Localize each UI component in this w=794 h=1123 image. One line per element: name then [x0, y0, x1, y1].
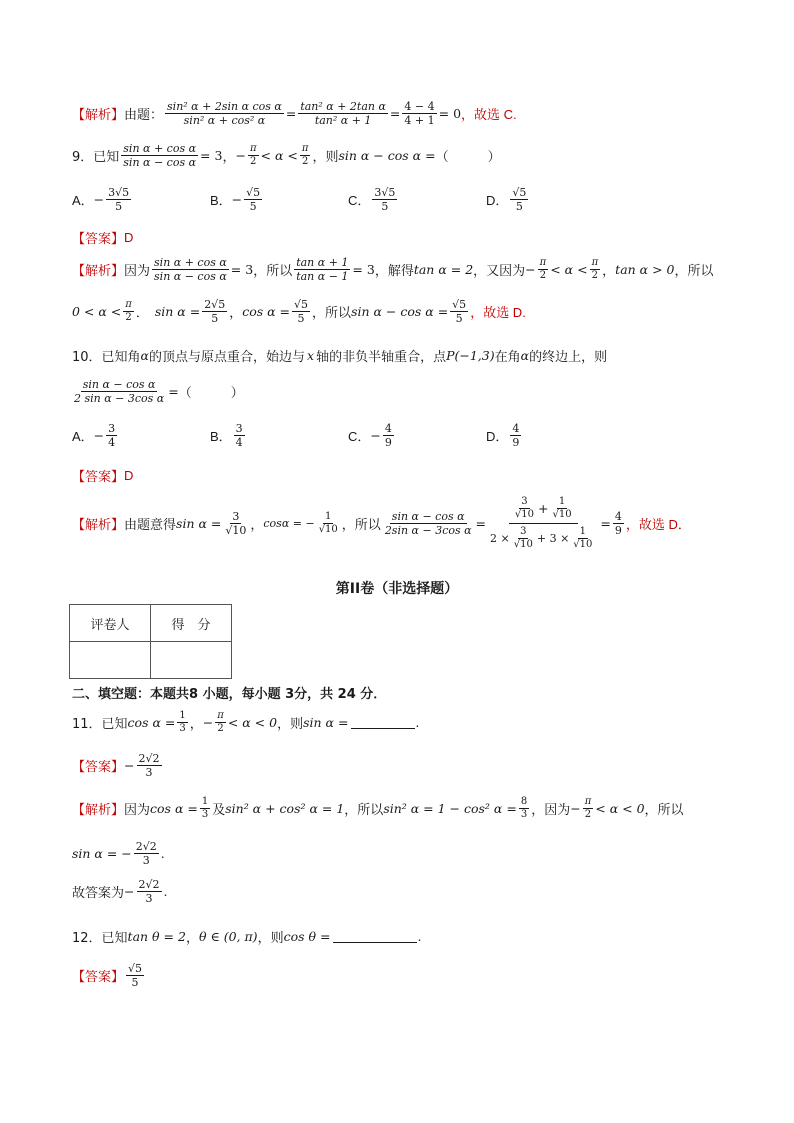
q9-sol2-cos: cos α = [242, 304, 291, 319]
q9-neg: − [235, 148, 246, 163]
q11-sol-sin2-value: $\frac{8}{3}$ [520, 796, 528, 820]
q10-answer [72, 466, 133, 485]
q10-point: P(−1,3) [446, 348, 495, 363]
q9-sol-neg-pi-half: $\frac{\pi}{2}$ [539, 257, 547, 281]
grade-cell-grader[interactable] [70, 642, 151, 679]
q10-text-b: 的顶点与原点重合，始边与 [149, 350, 306, 365]
q10-text-c: 轴的非负半轴重合，点 [316, 350, 447, 365]
q9-sol-so: ，所以 [253, 264, 293, 279]
q9-solution-2 [72, 298, 526, 325]
q10-solution [72, 496, 691, 551]
q10-sol-tail: ，故选 D． [625, 517, 691, 532]
q9-sol-pi-half: $\frac{\pi}{2}$ [591, 257, 599, 281]
daan-tag: 【答案】 [72, 470, 125, 485]
q12-blank[interactable] [333, 930, 417, 943]
q11-cos: cos α = [127, 715, 176, 730]
q11-sol2-value: $\frac{2√2}{3}$ [135, 840, 157, 867]
q9-sol2-comma: ， [229, 306, 243, 321]
q11-sol-cos: cos α = [150, 801, 198, 816]
q12-comma: ， [185, 931, 199, 946]
q10-sol-big-fraction: $\frac{3}{√10}$ + $\frac{1}{√10}$ 2 × $\frac{3}{√10}$ + 3 × $\frac{1}{√10}$ [490, 496, 593, 550]
q11-sol2-sin: sin α = − [72, 846, 132, 861]
q9-then: ，则 [312, 150, 339, 165]
q11-comma: ， [189, 717, 203, 732]
q11-sol-identity: sin² α + cos² α = 1 [225, 801, 345, 816]
q10-sol-cos: cosα = − [263, 517, 315, 530]
grade-cell-score[interactable] [151, 642, 232, 679]
q9-sol2-sin-value: $\frac{2√5}{5}$ [204, 298, 226, 325]
q11-answer-sign: − [124, 758, 135, 773]
q10-sol-comma: ， [250, 518, 264, 533]
q11-sol-pi-half: $\frac{\pi}{2}$ [584, 796, 592, 820]
q12-tan: tan θ = 2 [127, 929, 186, 944]
q11-cos-value: $\frac{1}{3}$ [179, 710, 186, 734]
grade-table [69, 604, 232, 679]
q11-stem [72, 710, 419, 735]
q11-then: ，则 [277, 717, 304, 732]
q11-sol-so: ，所以 [344, 803, 384, 818]
q12-number: 12．已知 [72, 931, 128, 946]
q10-sol-eq2: = [600, 516, 611, 531]
q9-answer [72, 228, 133, 247]
q10-sol-intro: 由题意得 [124, 518, 177, 533]
q10-text-e: 的终边上，则 [529, 350, 608, 365]
q11-sol3-value: $\frac{2√2}{3}$ [138, 878, 160, 905]
q12-end: . [417, 929, 422, 944]
q9-comma: ， [222, 150, 236, 165]
q9-sol-so2: ，所以 [674, 264, 714, 279]
daan-tag: 【答案】 [72, 760, 125, 775]
q9-neg-pi-half: $\frac{\pi}{2}$ [249, 143, 257, 167]
q9-sol-solve: ，解得 [374, 264, 414, 279]
q12-answer [72, 962, 146, 989]
q9-sol-range: < α < [550, 262, 588, 277]
q8-tail: ，故选 C. [461, 107, 517, 122]
q10-number: 10．已知角 [72, 350, 141, 365]
q9-sol-because: 因为 [124, 264, 151, 279]
q11-sol-and: 及 [212, 803, 226, 818]
q9-solution-1 [72, 256, 714, 283]
q9-sol2-cos-value: $\frac{√5}{5}$ [294, 298, 309, 325]
q11-sol2-dot: . [160, 846, 165, 861]
daan-tag: 【答案】 [72, 970, 125, 985]
q9-sol2-range: 0 < α < [72, 304, 122, 319]
q10-option-c[interactable]: C． − $\frac{4}{9}$ [348, 422, 392, 449]
jiexi-tag: 【解析】 [72, 264, 125, 279]
q12-stem [72, 927, 421, 946]
q9-sol2-dot: ． [135, 306, 149, 321]
q10-stem-1 [72, 346, 607, 365]
q11-solution-1 [72, 796, 684, 821]
grade-header-grader: 评卷人 [70, 605, 151, 642]
q11-sol3-text: 故答案为 [72, 886, 125, 901]
q8-solution: 【解析】 由题： $\frac{\text{sin² α + 2sin α cos α}}{\text{sin² α + cos² α}}$ = $\frac{\text{tan² α + 2tan α}}{\text{tan² α + 1}}$ = $\frac{4 - 4}{4 + 1}$ = 0 ，故选 C. [72, 100, 517, 127]
q11-sol-because: 因为 [124, 803, 151, 818]
q10-alpha: α [140, 348, 149, 363]
q10-answer-value: D [124, 468, 134, 483]
q9-sol2-result: $\frac{√5}{5}$ [452, 298, 467, 325]
q10-fraction: $\frac{\text{sin α − cos α}}{\text{2 sin α − 3cos α}}$ [74, 378, 165, 405]
q11-sol3-sign: − [124, 884, 135, 899]
q9-stem [72, 142, 501, 169]
q10-sol-cos-value: $\frac{1}{√10}$ [318, 511, 338, 535]
q11-sol-so2: ，所以 [644, 803, 684, 818]
q11-sol-sin2: sin² α = 1 − cos² α = [383, 801, 517, 816]
q9-fraction: $\frac{\text{sin α + cos α}}{\text{sin α − cos α}}$ [123, 142, 197, 169]
jiexi-tag: 【解析】 [72, 518, 125, 533]
q9-sol2-pi-half: $\frac{\pi}{2}$ [125, 299, 132, 323]
q9-eq3: = 3 [200, 148, 223, 163]
q11-end: . [415, 715, 420, 730]
q9-sol-neg: − [525, 262, 536, 277]
grade-header-score: 得 分 [151, 605, 232, 642]
q10-text-d: 在角 [494, 350, 521, 365]
q11-blank[interactable] [351, 716, 415, 729]
q11-neg: − [202, 715, 214, 730]
q10-option-b[interactable]: B． $\frac{3}{4}$ [210, 422, 243, 449]
jiexi-tag: 【解析】 [72, 803, 125, 818]
section-2-title: 第II卷（非选择题） [335, 581, 459, 597]
q11-solution-3 [72, 878, 168, 905]
q11-sin: sin α = [303, 715, 349, 730]
q9-range: < α < [260, 148, 298, 163]
q11-sol-because2: ，因为 [531, 803, 571, 818]
q11-number: 11．已知 [72, 717, 128, 732]
q12-answer-value: $\frac{√5}{5}$ [128, 962, 143, 989]
q9-pi-half: $\frac{\pi}{2}$ [301, 143, 309, 167]
q9-sol2-expr: sin α − cos α = [351, 304, 449, 319]
q8-fraction-1: $\frac{\text{sin² α + 2sin α cos α}}{\text{sin² α + cos² α}}$ [167, 100, 282, 127]
q10-eq: = [168, 384, 179, 399]
q11-solution-2 [72, 840, 165, 867]
q11-sol3-dot: . [163, 884, 168, 899]
q9-option-d[interactable]: D． $\frac{√5}{5}$ [486, 186, 527, 213]
q9-sol-also: ，又因为 [473, 264, 526, 279]
q10-sol-sin-value: $\frac{3}{√10}$ [225, 510, 247, 537]
q9-option-a[interactable]: A． − $\frac{3√5}{5}$ [72, 186, 130, 213]
q11-answer [72, 752, 164, 779]
q9-sol2-so: ，所以 [312, 306, 352, 321]
q12-then: ，则 [257, 931, 284, 946]
q10-sol-fraction: $\frac{\text{sin α − cos α}}{\text{2sin α − 3cos α}}$ [384, 510, 472, 537]
q9-option-b[interactable]: B． − $\frac{√5}{5}$ [210, 186, 261, 213]
q10-stem-2 [72, 378, 244, 405]
q8-tail-eq: = 0 [438, 106, 462, 121]
q9-sol2-tail: ，故选 D. [470, 305, 526, 320]
q10-paren: （ ） [178, 386, 244, 401]
daan-tag: 【答案】 [72, 232, 125, 247]
q12-range: θ ∈ (0, π) [198, 929, 258, 944]
q11-answer-value: $\frac{2√2}{3}$ [138, 752, 160, 779]
section-2-heading: 二、填空题：本题共8 小题，每小题 3分，共 24 分． [72, 687, 387, 702]
q10-sol-result: $\frac{4}{9}$ [614, 510, 622, 537]
q9-sol2-sin: sin α = [154, 304, 201, 319]
q9-sol-comma: ， [602, 264, 616, 279]
q11-sol-range: < α < 0 [595, 801, 645, 816]
q9-sol-eq: = 3 [230, 262, 254, 277]
q10-option-d[interactable]: D． $\frac{4}{9}$ [486, 422, 520, 449]
q9-expr: sin α − cos α = [338, 148, 436, 163]
q8-intro: 由题： [124, 108, 164, 123]
q9-paren: （ ） [435, 150, 501, 165]
q9-sol-eq2: = 3 [352, 262, 375, 277]
q10-option-a[interactable]: A． − $\frac{3}{4}$ [72, 422, 116, 449]
q9-sol-tanpos: tan α > 0 [615, 262, 675, 277]
q9-sol-tan2: tan α = 2 [413, 262, 474, 277]
q9-sol-tan-fraction: $\frac{\text{tan α + 1}}{\text{tan α − 1}}$ [296, 256, 349, 283]
q11-pi-half: $\frac{\pi}{2}$ [217, 710, 224, 734]
q10-sol-eq: = [475, 516, 487, 531]
q10-x: x [307, 348, 315, 363]
jiexi-tag: 【解析】 [72, 108, 125, 123]
q11-range: < α < 0 [227, 715, 278, 730]
q8-fraction-3: $\frac{4 - 4}{4 + 1}$ [404, 100, 435, 127]
q8-fraction-2: $\frac{\text{tan² α + 2tan α}}{\text{tan² α + 1}}$ [300, 100, 386, 127]
q12-cos: cos θ = [283, 929, 331, 944]
q9-answer-value: D [124, 230, 134, 245]
q9-sol-fraction: $\frac{\text{sin α + cos α}}{\text{sin α − cos α}}$ [154, 256, 227, 283]
q9-option-c[interactable]: C． $\frac{3√5}{5}$ [348, 186, 396, 213]
q11-sol-neg: − [570, 801, 581, 816]
q9-number: 9．已知 [72, 150, 120, 165]
q10-sol-sin: sin α = [176, 516, 222, 531]
q11-sol-cos-value: $\frac{1}{3}$ [201, 796, 209, 820]
q10-alpha-2: α [520, 348, 530, 363]
q10-sol-so: ，所以 [341, 518, 381, 533]
